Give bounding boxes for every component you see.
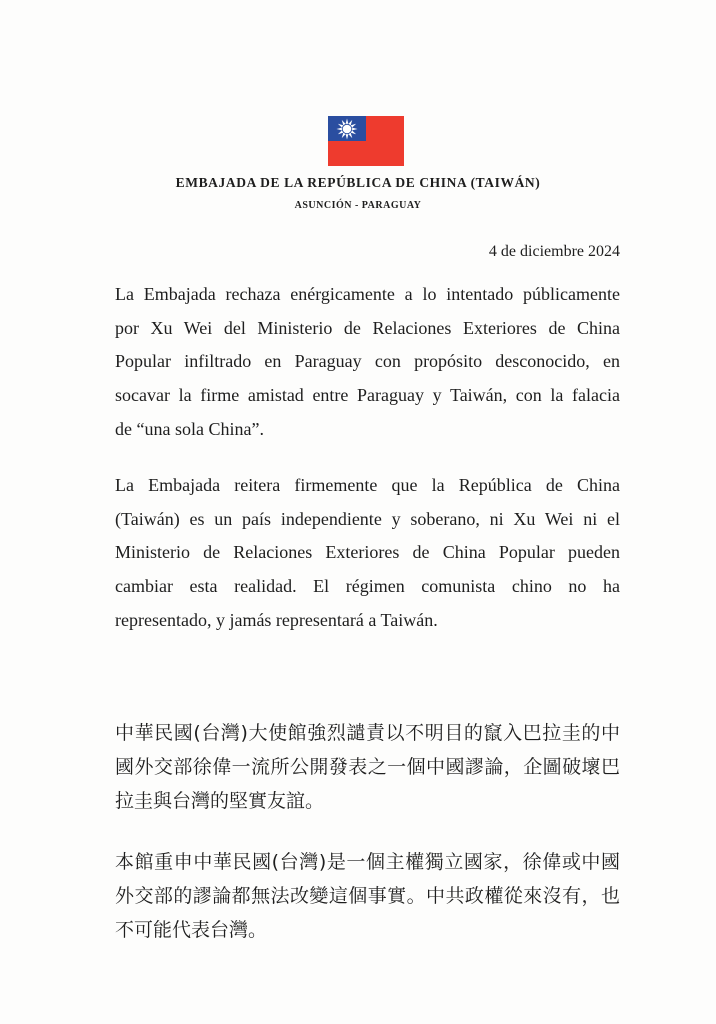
text-line: La Embajada rechaza enérgicamente a lo intentado públicamente	[115, 284, 620, 304]
text-line: 外交部的謬論都無法改變這個事實。中共政權從來沒有，也	[115, 885, 620, 907]
embassy-title: EMBAJADA DE LA REPÚBLICA DE CHINA (TAIWÁN)	[175, 175, 541, 190]
text-line: Ministerio de Relaciones Exteriores de China Popular pueden	[115, 542, 620, 563]
text-line: 本館重申中華民國(台灣)是一個主權獨立國家，徐偉或中國	[115, 851, 620, 873]
text-line: 中華民國(台灣)大使館強烈譴責以不明目的竄入巴拉圭的中	[115, 722, 620, 744]
spanish-paragraph-2	[115, 469, 620, 637]
chinese-paragraph-2	[115, 845, 620, 947]
text-line: 拉圭與台灣的堅實友誼。	[115, 790, 325, 812]
text-line: La Embajada reitera firmemente que la República de China	[115, 475, 620, 495]
text-line: por Xu Wei del Ministerio de Relaciones Exteriores de China	[115, 317, 620, 338]
document-date: 4 de diciembre 2024	[488, 243, 620, 260]
text-line: 國外交部徐偉一流所公開發表之一個中國謬論，企圖破壞巴	[115, 756, 620, 778]
text-line: Popular infiltrado en Paraguay con propósito desconocido, en	[115, 351, 620, 372]
text-line: cambiar esta realidad. El régimen comunista chino no ha	[115, 576, 620, 597]
text-line: socavar la firme amistad entre Paraguay y Taiwán, con la falacia	[115, 385, 620, 406]
embassy-location: ASUNCIÓN - PARAGUAY	[294, 200, 422, 211]
spanish-paragraph-1	[115, 278, 620, 446]
text-line: de “una sola China”.	[115, 418, 264, 439]
text-line: (Taiwán) es un país independiente y soberano, ni Xu Wei ni el	[115, 508, 620, 529]
text-line: representado, y jamás representará a Taiwán.	[115, 609, 438, 630]
taiwan-flag	[328, 116, 404, 166]
sun-emblem-icon	[328, 116, 366, 141]
chinese-paragraph-1	[115, 716, 620, 818]
text-line: 不可能代表台灣。	[115, 919, 268, 941]
